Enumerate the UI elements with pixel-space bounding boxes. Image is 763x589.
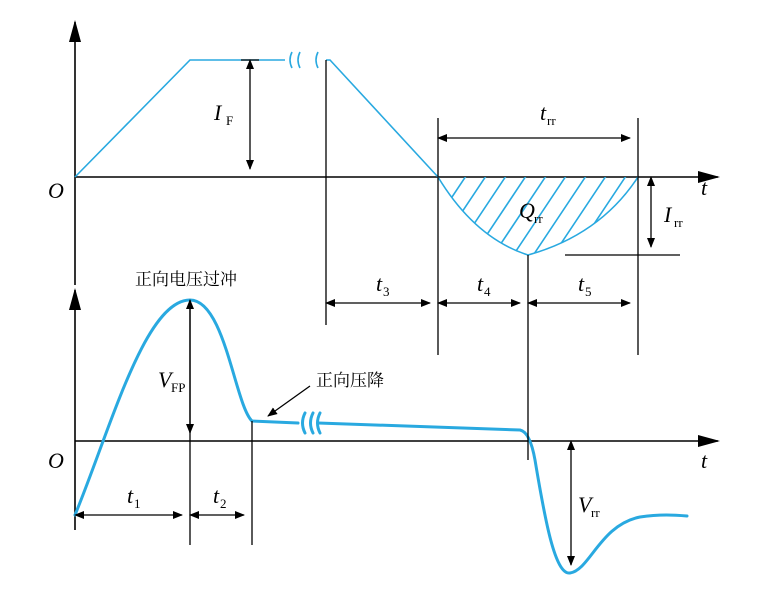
t-axis-bottom-label: t	[701, 448, 708, 473]
trr-label: t	[540, 100, 547, 125]
trr-label-sub: rr	[547, 113, 556, 128]
vrr-label-sub: rr	[591, 505, 600, 520]
irr-label-sub: rr	[674, 215, 683, 230]
vrr-label: V	[578, 492, 592, 517]
t-axis-top-label: t	[701, 175, 708, 200]
t1-label: t	[127, 483, 134, 508]
origin-bottom-label: O	[48, 448, 64, 473]
t2-label-sub: 2	[220, 496, 227, 511]
origin-top-label: O	[48, 178, 64, 203]
top-current-plot	[48, 22, 718, 355]
if-label-sub: F	[226, 113, 234, 128]
forward-overshoot-label: 正向电压过冲	[135, 270, 237, 290]
vfp-label: V	[158, 367, 172, 392]
t4-label: t	[477, 271, 484, 296]
t2-label: t	[213, 483, 220, 508]
top-break-mark-2	[316, 52, 318, 68]
t5-label: t	[578, 271, 585, 296]
top-break-mark-1	[290, 52, 300, 68]
forward-drop-pointer	[268, 386, 310, 416]
reverse-voltage-spike	[318, 423, 687, 573]
qrr-label: Q	[519, 198, 535, 223]
current-rise	[75, 60, 285, 177]
t3-label-sub: 3	[383, 284, 390, 299]
vfp-label-sub: FP	[171, 380, 186, 395]
forward-voltage-overshoot	[75, 300, 298, 515]
if-label: I	[214, 100, 222, 125]
t1-label-sub: 1	[134, 496, 141, 511]
t5-label-sub: 5	[585, 284, 592, 299]
bottom-break-mark-1	[303, 413, 314, 433]
current-fall	[326, 60, 438, 177]
t3-label: t	[376, 271, 383, 296]
qrr-label-sub: rr	[534, 211, 543, 226]
irr-label: I	[664, 202, 672, 227]
t4-label-sub: 4	[484, 284, 491, 299]
forward-drop-label: 正向压降	[316, 371, 384, 391]
